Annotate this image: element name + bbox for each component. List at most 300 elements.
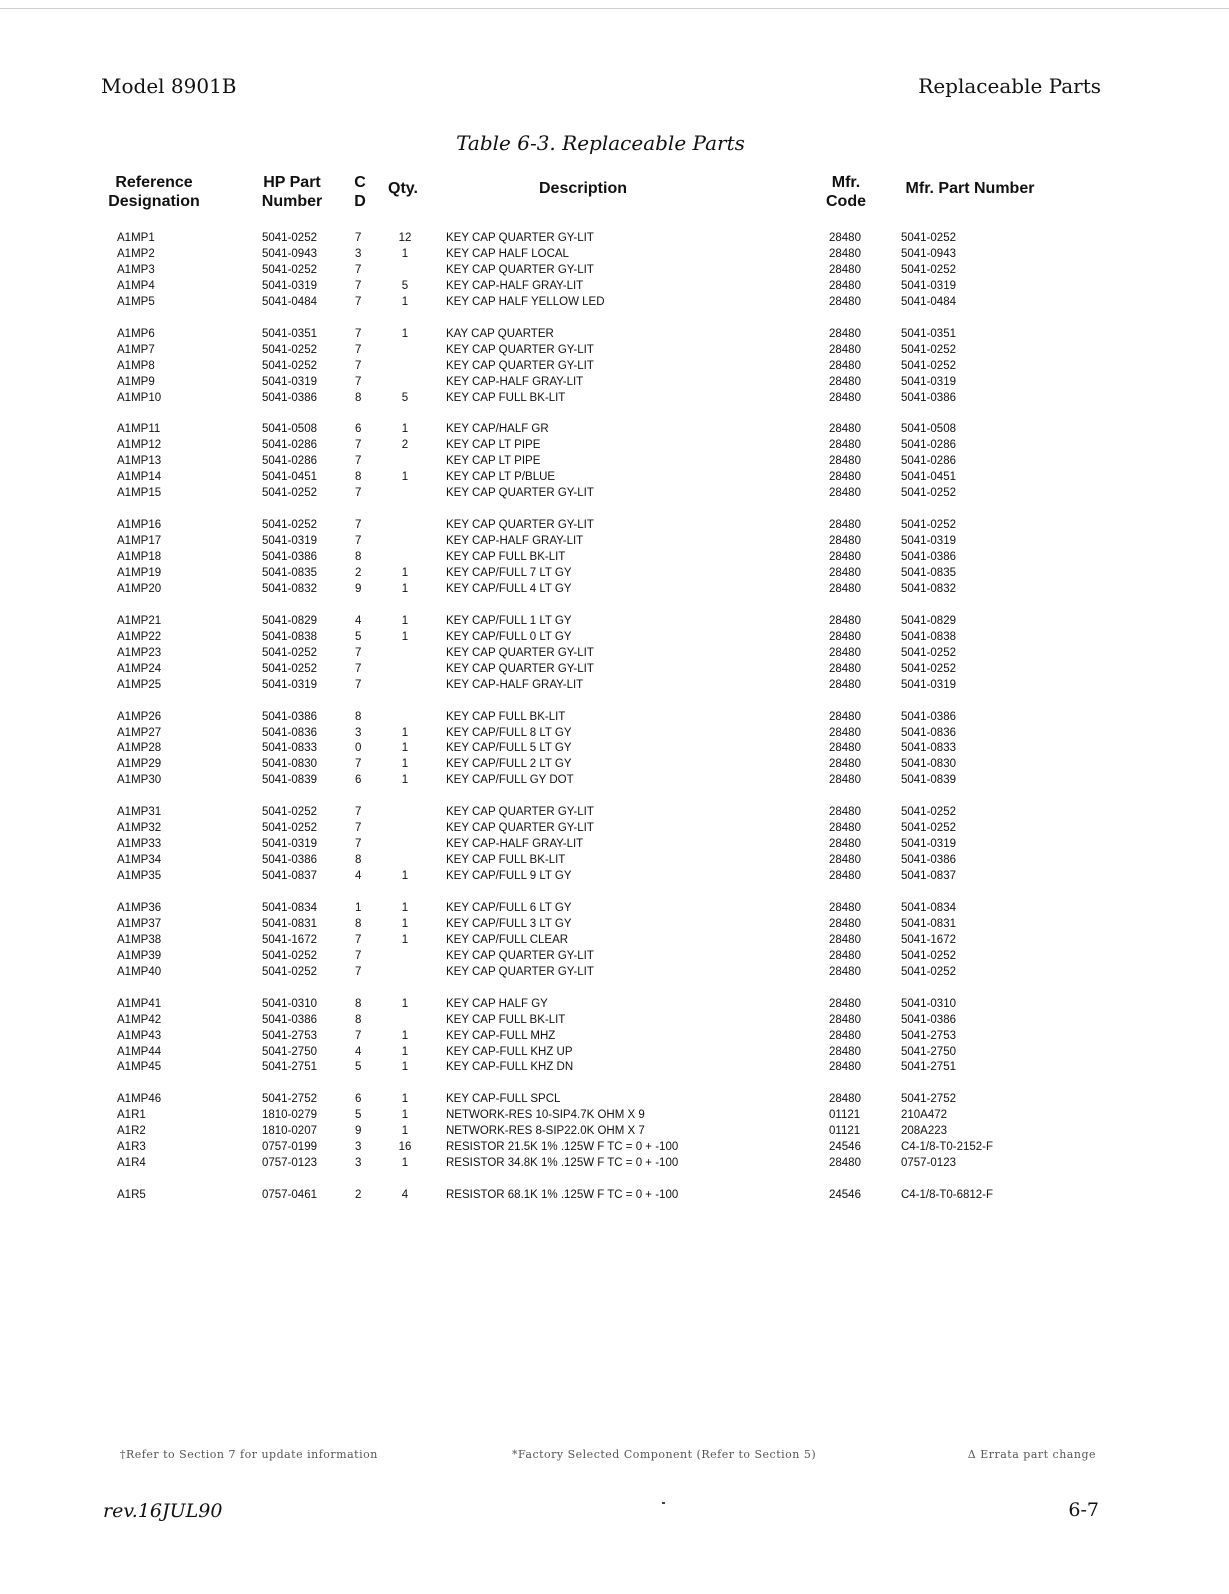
description: KEY CAP QUARTER GY-LIT xyxy=(446,359,594,372)
ref-designation: A1MP29 xyxy=(117,758,162,771)
hp-part-number: 5041-0319 xyxy=(262,838,317,851)
mfr-code: 28480 xyxy=(829,343,861,356)
hp-part-number: 0757-0123 xyxy=(262,1157,317,1170)
cd-digit: 7 xyxy=(355,646,362,659)
hp-part-number: 5041-2750 xyxy=(262,1045,317,1058)
mfr-code: 28480 xyxy=(829,1029,861,1042)
description: KEY CAP-FULL MHZ xyxy=(446,1029,556,1042)
ref-designation: A1MP35 xyxy=(117,870,162,882)
mfr-code: 28480 xyxy=(829,247,861,260)
cd-digit: 8 xyxy=(355,1013,362,1026)
ref-designation: A1MP36 xyxy=(117,901,162,914)
table-row xyxy=(0,661,1229,677)
cd-digit: 5 xyxy=(355,1109,362,1122)
mfr-part-number: 5041-0252 xyxy=(901,965,956,978)
mfr-code: 28480 xyxy=(829,375,861,388)
col-header-reference: Reference Designation xyxy=(108,174,200,210)
cd-digit: 7 xyxy=(355,327,362,340)
ref-designation: A1MP37 xyxy=(117,917,162,930)
hp-part-number: 5041-0829 xyxy=(262,614,317,627)
description: KEY CAP-HALF GRAY-LIT xyxy=(446,375,584,388)
hp-part-number: 1810-0207 xyxy=(262,1125,317,1138)
table-row xyxy=(0,964,1229,980)
hp-part-number: 5041-0837 xyxy=(262,870,317,882)
table-row xyxy=(0,453,1229,469)
mfr-part-number: 5041-2753 xyxy=(901,1029,956,1042)
table-row xyxy=(0,278,1229,294)
mfr-code: 28480 xyxy=(829,487,861,500)
description: KEY CAP QUARTER GY-LIT xyxy=(446,519,594,532)
table-row xyxy=(0,948,1229,964)
description: KEY CAP/FULL 6 LT GY xyxy=(446,901,572,914)
ref-designation: A1MP32 xyxy=(117,822,162,835)
cd-digit: 7 xyxy=(355,838,362,851)
cd-digit: 7 xyxy=(355,359,362,372)
mfr-code: 28480 xyxy=(829,471,861,484)
cd-digit: 7 xyxy=(355,662,362,675)
mfr-part-number: 5041-0319 xyxy=(901,535,956,548)
mfr-part-number: 208A223 xyxy=(901,1125,948,1138)
mfr-code: 28480 xyxy=(829,535,861,548)
mfr-code: 28480 xyxy=(829,710,861,723)
mfr-code: 28480 xyxy=(829,1093,861,1106)
ref-designation: A1MP41 xyxy=(117,997,162,1010)
mfr-code: 28480 xyxy=(829,391,861,404)
mfr-part-number: 5041-0319 xyxy=(901,678,956,691)
mfr-part-number: 5041-0832 xyxy=(901,582,956,595)
table-row xyxy=(0,613,1229,629)
mfr-code: 28480 xyxy=(829,614,861,627)
mfr-code: 01121 xyxy=(829,1125,861,1138)
hp-part-number: 5041-0833 xyxy=(262,742,317,755)
table-row xyxy=(0,517,1229,533)
cd-digit: 7 xyxy=(355,263,362,276)
ref-designation: A1MP31 xyxy=(117,806,162,819)
table-row xyxy=(0,326,1229,342)
mfr-part-number: 5041-0839 xyxy=(901,774,956,787)
quantity: 1 xyxy=(401,901,409,914)
description: KEY CAP LT PIPE xyxy=(446,455,541,468)
cd-digit: 7 xyxy=(355,678,362,691)
table-row xyxy=(0,804,1229,820)
quantity: 4 xyxy=(401,1189,409,1201)
description: KEY CAP-HALF GRAY-LIT xyxy=(446,279,584,292)
cd-digit: 8 xyxy=(355,471,362,484)
mfr-part-number: 5041-0837 xyxy=(901,870,956,882)
ref-designation: A1MP30 xyxy=(117,774,162,787)
cd-digit: 7 xyxy=(355,933,362,946)
table-row xyxy=(0,1091,1229,1107)
hp-part-number: 5041-0319 xyxy=(262,678,317,691)
ref-designation: A1MP10 xyxy=(117,391,162,404)
description: KEY CAP/FULL 0 LT GY xyxy=(446,630,572,643)
mfr-part-number: 5041-0943 xyxy=(901,247,956,260)
description: KEY CAP HALF YELLOW LED xyxy=(446,295,605,308)
ref-designation: A1MP45 xyxy=(117,1061,162,1074)
quantity: 1 xyxy=(401,630,409,643)
cd-digit: 7 xyxy=(355,806,362,819)
cd-digit: 4 xyxy=(355,614,362,627)
hp-part-number: 5041-0319 xyxy=(262,535,317,548)
table-row xyxy=(0,342,1229,358)
hp-part-number: 0757-0461 xyxy=(262,1189,317,1201)
mfr-part-number: 5041-0319 xyxy=(901,375,956,388)
quantity: 1 xyxy=(401,758,409,771)
mfr-part-number: 5041-2751 xyxy=(901,1061,956,1074)
col-header-cd: C D xyxy=(354,174,366,210)
ref-designation: A1MP20 xyxy=(117,582,162,595)
table-title-wrap xyxy=(0,131,1229,155)
mfr-code: 28480 xyxy=(829,582,861,595)
cd-digit: 8 xyxy=(355,854,362,867)
mfr-part-number: 5041-0319 xyxy=(901,838,956,851)
quantity: 1 xyxy=(401,1125,409,1138)
cd-digit: 8 xyxy=(355,551,362,563)
hp-part-number: 5041-0508 xyxy=(262,423,317,436)
cd-digit: 7 xyxy=(355,758,362,771)
mfr-code: 28480 xyxy=(829,822,861,835)
description: KEY CAP/FULL GY DOT xyxy=(446,774,574,787)
description: KAY CAP QUARTER xyxy=(446,327,554,340)
quantity: 1 xyxy=(401,614,409,627)
hp-part-number: 5041-0252 xyxy=(262,263,317,276)
hp-part-number: 5041-0252 xyxy=(262,662,317,675)
mfr-part-number: 5041-0252 xyxy=(901,822,956,835)
table-row xyxy=(0,1059,1229,1075)
hp-part-number: 5041-0252 xyxy=(262,646,317,659)
table-row xyxy=(0,756,1229,772)
mfr-part-number: 5041-0830 xyxy=(901,758,956,771)
description: KEY CAP-FULL SPCL xyxy=(446,1093,561,1106)
mfr-code: 28480 xyxy=(829,519,861,532)
quantity: 1 xyxy=(401,1029,409,1042)
cd-digit: 2 xyxy=(355,567,362,579)
cd-digit: 7 xyxy=(355,535,362,548)
ref-designation: A1MP21 xyxy=(117,614,162,627)
cd-digit: 3 xyxy=(355,247,362,260)
cd-digit: 1 xyxy=(355,901,362,914)
mfr-code: 28480 xyxy=(829,232,861,244)
cd-digit: 8 xyxy=(355,997,362,1010)
ref-designation: A1MP39 xyxy=(117,949,162,962)
table-row xyxy=(0,725,1229,741)
table-row xyxy=(0,294,1229,310)
quantity: 12 xyxy=(398,232,412,244)
table-row xyxy=(0,709,1229,725)
ref-designation: A1MP33 xyxy=(117,838,162,851)
table-row xyxy=(0,1123,1229,1139)
cd-digit: 7 xyxy=(355,949,362,962)
cd-digit: 7 xyxy=(355,519,362,532)
description: KEY CAP QUARTER GY-LIT xyxy=(446,822,594,835)
ref-designation: A1MP26 xyxy=(117,710,162,723)
hp-part-number: 5041-0386 xyxy=(262,391,317,404)
description: KEY CAP-HALF GRAY-LIT xyxy=(446,838,584,851)
quantity: 1 xyxy=(401,774,409,787)
hp-part-number: 5041-0319 xyxy=(262,279,317,292)
description: KEY CAP FULL BK-LIT xyxy=(446,710,566,723)
mfr-part-number: 5041-2752 xyxy=(901,1093,956,1106)
cd-digit: 6 xyxy=(355,423,362,436)
ref-designation: A1MP2 xyxy=(117,247,155,260)
table-row xyxy=(0,820,1229,836)
cd-digit: 8 xyxy=(355,917,362,930)
description: KEY CAP QUARTER GY-LIT xyxy=(446,806,594,819)
ref-designation: A1R1 xyxy=(117,1109,146,1122)
table-row xyxy=(0,485,1229,501)
mfr-part-number: 5041-0351 xyxy=(901,327,956,340)
mfr-part-number: 5041-0484 xyxy=(901,295,956,308)
ref-designation: A1MP23 xyxy=(117,646,162,659)
cd-digit: 8 xyxy=(355,710,362,723)
mfr-code: 28480 xyxy=(829,726,861,739)
table-row xyxy=(0,549,1229,565)
quantity: 1 xyxy=(401,582,409,595)
mfr-part-number: 5041-0836 xyxy=(901,726,956,739)
ref-designation: A1MP34 xyxy=(117,854,162,867)
cd-digit: 4 xyxy=(355,870,362,882)
mfr-code: 28480 xyxy=(829,997,861,1010)
hp-part-number: 5041-0834 xyxy=(262,901,317,914)
mfr-code: 28480 xyxy=(829,1013,861,1026)
ref-designation: A1MP17 xyxy=(117,535,162,548)
col-header-mfr-part-number: Mfr. Part Number xyxy=(905,180,1035,197)
description: KEY CAP/FULL 7 LT GY xyxy=(446,567,572,579)
table-row xyxy=(0,916,1229,932)
mfr-part-number: 5041-1672 xyxy=(901,933,956,946)
mfr-code: 28480 xyxy=(829,551,861,563)
mfr-code: 28480 xyxy=(829,774,861,787)
footnote-update: †Refer to Section 7 for update information xyxy=(120,1448,378,1461)
table-row xyxy=(0,1139,1229,1155)
quantity: 1 xyxy=(401,247,409,260)
quantity: 1 xyxy=(401,423,409,436)
hp-part-number: 5041-2751 xyxy=(262,1061,317,1074)
ref-designation: A1MP16 xyxy=(117,519,162,532)
description: KEY CAP QUARTER GY-LIT xyxy=(446,662,594,675)
description: KEY CAP-HALF GRAY-LIT xyxy=(446,535,584,548)
quantity: 1 xyxy=(401,742,409,755)
cd-digit: 7 xyxy=(355,439,362,452)
description: KEY CAP-HALF GRAY-LIT xyxy=(446,678,584,691)
hp-part-number: 0757-0199 xyxy=(262,1141,317,1154)
cd-digit: 7 xyxy=(355,965,362,978)
table-row xyxy=(0,1012,1229,1028)
hp-part-number: 5041-0386 xyxy=(262,710,317,723)
description: KEY CAP/FULL 8 LT GY xyxy=(446,726,572,739)
cd-digit: 8 xyxy=(355,391,362,404)
table-row xyxy=(0,868,1229,884)
model-header: Model 8901B xyxy=(101,74,237,98)
mfr-part-number: 5041-0386 xyxy=(901,551,956,563)
mfr-code: 28480 xyxy=(829,1045,861,1058)
description: KEY CAP FULL BK-LIT xyxy=(446,391,566,404)
quantity: 5 xyxy=(401,279,409,292)
mfr-part-number: 5041-0451 xyxy=(901,471,956,484)
quantity: 1 xyxy=(401,870,409,882)
cd-digit: 7 xyxy=(355,822,362,835)
table-row xyxy=(0,772,1229,788)
mfr-part-number: 5041-0252 xyxy=(901,359,956,372)
cd-digit: 6 xyxy=(355,774,362,787)
mfr-part-number: 5041-0252 xyxy=(901,487,956,500)
description: KEY CAP/FULL CLEAR xyxy=(446,933,569,946)
ref-designation: A1R5 xyxy=(117,1189,146,1201)
description: KEY CAP QUARTER GY-LIT xyxy=(446,646,594,659)
mfr-part-number: 5041-0286 xyxy=(901,455,956,468)
mfr-code: 28480 xyxy=(829,646,861,659)
cd-digit: 5 xyxy=(355,1061,362,1074)
mfr-part-number: 5041-0386 xyxy=(901,854,956,867)
ref-designation: A1MP40 xyxy=(117,965,162,978)
revision-date: rev.16JUL90 xyxy=(103,1500,223,1522)
hp-part-number: 5041-0838 xyxy=(262,630,317,643)
mfr-part-number: 5041-0252 xyxy=(901,646,956,659)
description: RESISTOR 34.8K 1% .125W F TC = 0 + -100 xyxy=(446,1157,679,1170)
cd-digit: 3 xyxy=(355,726,362,739)
table-row xyxy=(0,581,1229,597)
description: KEY CAP-FULL KHZ DN xyxy=(446,1061,574,1074)
quantity: 5 xyxy=(401,391,409,404)
ref-designation: A1MP3 xyxy=(117,263,155,276)
table-row xyxy=(0,740,1229,756)
mfr-code: 01121 xyxy=(829,1109,861,1122)
mfr-code: 28480 xyxy=(829,758,861,771)
hp-part-number: 5041-0831 xyxy=(262,917,317,930)
mfr-part-number: 0757-0123 xyxy=(901,1157,956,1170)
col-header-mfr-code: Mfr. Code xyxy=(826,174,866,210)
mfr-code: 28480 xyxy=(829,838,861,851)
ref-designation: A1MP22 xyxy=(117,630,162,643)
ref-designation: A1MP18 xyxy=(117,551,162,563)
mfr-part-number: 5041-2750 xyxy=(901,1045,956,1058)
col-header-qty: Qty. xyxy=(388,180,418,197)
speck xyxy=(662,1502,665,1504)
cd-digit: 7 xyxy=(355,343,362,356)
quantity: 1 xyxy=(401,933,409,946)
description: KEY CAP LT P/BLUE xyxy=(446,471,556,484)
cd-digit: 6 xyxy=(355,1093,362,1106)
hp-part-number: 5041-0836 xyxy=(262,726,317,739)
top-rule xyxy=(0,8,1229,9)
mfr-part-number: 5041-0829 xyxy=(901,614,956,627)
table-row xyxy=(0,645,1229,661)
hp-part-number: 5041-0252 xyxy=(262,949,317,962)
cd-digit: 7 xyxy=(355,1029,362,1042)
cd-digit: 2 xyxy=(355,1189,362,1201)
mfr-code: 28480 xyxy=(829,917,861,930)
mfr-part-number: 5041-0252 xyxy=(901,806,956,819)
quantity: 1 xyxy=(401,1109,409,1122)
hp-part-number: 5041-0252 xyxy=(262,343,317,356)
ref-designation: A1MP43 xyxy=(117,1029,162,1042)
quantity: 1 xyxy=(401,1045,409,1058)
description: KEY CAP/FULL 9 LT GY xyxy=(446,870,572,882)
table-row xyxy=(0,390,1229,406)
mfr-code: 28480 xyxy=(829,870,861,882)
hp-part-number: 5041-0252 xyxy=(262,232,317,244)
table-row xyxy=(0,677,1229,693)
table-row xyxy=(0,469,1229,485)
hp-part-number: 5041-2753 xyxy=(262,1029,317,1042)
ref-designation: A1MP25 xyxy=(117,678,162,691)
footnote-factory-selected: *Factory Selected Component (Refer to Section 5) xyxy=(512,1448,817,1461)
quantity: 1 xyxy=(401,471,409,484)
cd-digit: 7 xyxy=(355,232,362,244)
mfr-part-number: 5041-0508 xyxy=(901,423,956,436)
mfr-code: 28480 xyxy=(829,263,861,276)
ref-designation: A1MP24 xyxy=(117,662,162,675)
description: KEY CAP/HALF GR xyxy=(446,423,549,436)
description: KEY CAP FULL BK-LIT xyxy=(446,1013,566,1026)
table-row xyxy=(0,262,1229,278)
mfr-code: 28480 xyxy=(829,359,861,372)
cd-digit: 7 xyxy=(355,455,362,468)
mfr-code: 24546 xyxy=(829,1189,861,1201)
ref-designation: A1MP38 xyxy=(117,933,162,946)
quantity: 1 xyxy=(401,726,409,739)
ref-designation: A1MP5 xyxy=(117,295,155,308)
quantity: 2 xyxy=(401,439,409,452)
mfr-code: 28480 xyxy=(829,854,861,867)
mfr-code: 28480 xyxy=(829,678,861,691)
description: KEY CAP/FULL 2 LT GY xyxy=(446,758,572,771)
hp-part-number: 5041-0252 xyxy=(262,359,317,372)
ref-designation: A1MP19 xyxy=(117,567,162,579)
quantity: 16 xyxy=(398,1141,412,1154)
mfr-code: 28480 xyxy=(829,423,861,436)
mfr-code: 28480 xyxy=(829,662,861,675)
quantity: 1 xyxy=(401,327,409,340)
ref-designation: A1MP14 xyxy=(117,471,162,484)
hp-part-number: 5041-0351 xyxy=(262,327,317,340)
ref-designation: A1MP8 xyxy=(117,359,155,372)
ref-designation: A1MP7 xyxy=(117,343,155,356)
mfr-part-number: 5041-0252 xyxy=(901,232,956,244)
hp-part-number: 5041-0943 xyxy=(262,247,317,260)
ref-designation: A1R3 xyxy=(117,1141,146,1154)
mfr-code: 28480 xyxy=(829,439,861,452)
mfr-part-number: 5041-0833 xyxy=(901,742,956,755)
mfr-code: 28480 xyxy=(829,742,861,755)
mfr-part-number: 5041-0838 xyxy=(901,630,956,643)
mfr-code: 28480 xyxy=(829,295,861,308)
hp-part-number: 5041-0832 xyxy=(262,582,317,595)
hp-part-number: 5041-0252 xyxy=(262,806,317,819)
ref-designation: A1MP46 xyxy=(117,1093,162,1106)
ref-designation: A1MP9 xyxy=(117,375,155,388)
mfr-code: 28480 xyxy=(829,567,861,579)
table-row xyxy=(0,1187,1229,1203)
footnote-errata: Δ Errata part change xyxy=(967,1448,1096,1461)
table-row xyxy=(0,421,1229,437)
mfr-code: 28480 xyxy=(829,630,861,643)
description: KEY CAP/FULL 4 LT GY xyxy=(446,582,572,595)
mfr-part-number: 5041-0831 xyxy=(901,917,956,930)
mfr-part-number: 5041-0252 xyxy=(901,519,956,532)
hp-part-number: 5041-0286 xyxy=(262,455,317,468)
cd-digit: 9 xyxy=(355,582,362,595)
table-row xyxy=(0,230,1229,246)
ref-designation: A1MP27 xyxy=(117,726,162,739)
mfr-part-number: 5041-0386 xyxy=(901,1013,956,1026)
description: KEY CAP FULL BK-LIT xyxy=(446,551,566,563)
ref-designation: A1MP11 xyxy=(117,423,161,436)
mfr-part-number: 5041-0310 xyxy=(901,997,956,1010)
ref-designation: A1MP44 xyxy=(117,1045,162,1058)
description: KEY CAP QUARTER GY-LIT xyxy=(446,343,594,356)
mfr-part-number: 5041-0252 xyxy=(901,343,956,356)
